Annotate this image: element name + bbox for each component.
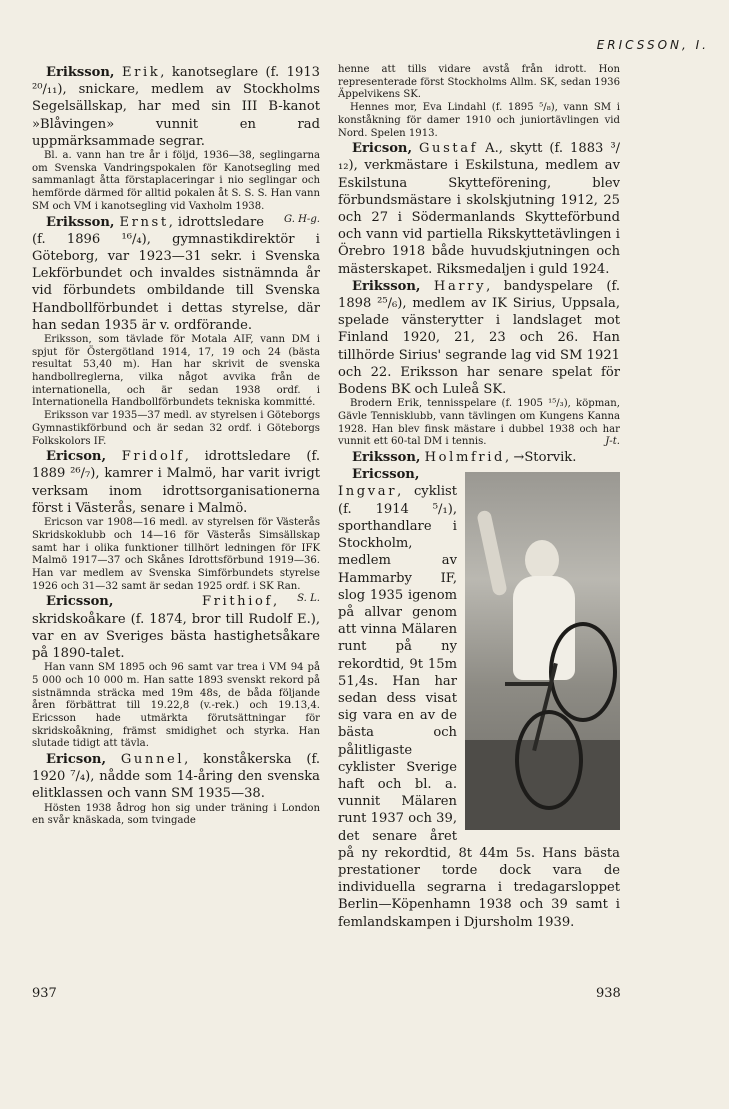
photo-rear-wheel	[515, 710, 583, 810]
right-column	[338, 64, 620, 931]
entry-gustaf-ericson: Ericson, Gustaf A., skytt (f. 1883 ³/₁₂), verkmästare i Eskilstuna, medlem av Eskilstuna Skytteförening, blev förbundsmästare i skolskjutning 1912, 25 och 27 i Södermanlands Skytteförbund och vann vid partiella Rikskyttetävlingen i Örebro 1918 både huvudskjutningen och mästerskapet. Riksmedaljen i guld 1924.	[338, 141, 620, 277]
entry-ingvar-ericsson: Ericsson, Ingvar, cyklist (f. 1914 ⁵/₁), sporthandlare i Stockholm, medlem av Hammarby IF, slog 1935 igenom på allvar genom att vinna Mälaren runt på ny rekordtid, 9t 15m 51,4s. Han har sedan dess visat sig vara en av de bästa och pålitligaste cyklister Sverige haft och bl. a. vunnit Mälaren runt 1937 och 39, det senare året på ny rekordtid, 8t 44m 5s. Hans bästa prestationer torde dock vara de individuella segrarna i tredagarsloppet Berlin—Köpenhamn 1938 och 39 samt i femlandskampen i Djursholm 1939.	[338, 467, 620, 930]
photo-arm	[476, 510, 508, 597]
note-eva-lindahl: Hennes mor, Eva Lindahl (f. 1895 ⁵/₈), vann SM i konståkning för damer 1910 och juniortävlingen vid Nord. Spelen 1913.	[338, 102, 620, 139]
signature: G. H-g.	[283, 213, 320, 225]
running-head: ERICSSON, I.	[596, 38, 709, 52]
entry-frithiof-ericsson: Ericsson, Frithiof, skridskoåkare (f. 1874, bror till Rudolf E.), var en av Sveriges bästa hastighetsåkare på 1890-talet.	[32, 594, 320, 661]
left-column	[32, 64, 320, 828]
signature: J-t.	[605, 436, 620, 448]
photo-handlebar	[505, 682, 551, 686]
page-number-left: 937	[32, 986, 57, 1001]
note-gunnel-continued: henne att tills vidare avstå från idrott. Hon representerade först Stockholms Allm. SK, sedan 1936 Äppelvikens SK.	[338, 64, 620, 101]
entry-ernst-eriksson: Eriksson, Ernst, idrottsledare (f. 1896 ¹⁶/₄), gymnastikdirektör i Göteborg, var 1923—31 sekr. i Svenska Lekförbundet och invaldes sistnämnda år vid förbundets ombildande till Svenska Handbollförbundet i dettas styrelse, där han sedan 1935 är v. ordförande.	[32, 214, 320, 333]
entry-gunnel-ericson: Ericson, Gunnel, konståkerska (f. 1920 ⁷/₄), nådde som 14-åring den svenska elitklassen och vann SM 1935—38.	[32, 752, 320, 802]
cyclist-photo	[465, 472, 620, 830]
entry-harry-eriksson: Eriksson, Harry, bandyspelare (f. 1898 ²⁵/₆), medlem av IK Sirius, Uppsala, spelade vänsterytter i landslaget mot Finland 1920, 21, 23 och 26. Han tillhörde Sirius' segrande lag vid SM 1921 och 22. Eriksson har senare spelat för Bodens BK och Luleå SK.	[338, 278, 620, 398]
entry-fridolf-ericson: Ericson, Fridolf, idrottsledare (f. 1889 ²⁶/₇), kamrer i Malmö, har varit ivrigt verksam inom idrottsorganisationerna först i Västerås, senare i Malmö.	[32, 449, 320, 516]
entry-erik-eriksson: Eriksson, Erik, kanotseglare (f. 1913 ²⁰/₁₁), snickare, medlem av Stockholms Segelsällskap, har med sin III B-kanot »Blåvingen» vunnit en rad uppmärksammade segrar.	[32, 65, 320, 149]
page-number-right: 938	[596, 986, 621, 1001]
photo-front-wheel	[549, 622, 617, 722]
signature: S. L.	[297, 593, 320, 605]
note-ernst-eriksson-2: Eriksson var 1935—37 medl. av styrelsen i Göteborgs Gymnastikförbund och är sedan 32 ordf. i Göteborgs Folkskolors IF.	[32, 410, 320, 447]
note-fridolf-ericson: Ericson var 1908—16 medl. av styrelsen för Västerås Skridskoklubb och 14—16 för Västerås Simsällskap samt har i olika funktioner tillhört ledningen för IFK Malmö 1917—37 och Skånes Idrottsförbund 1919—36. Han var medlem av Svenska Simförbundets styrelse 1926 och 31—32 samt är sedan 1925 ordf. i SK Ran. S. L.	[32, 517, 320, 605]
note-erik-tennis: Brodern Erik, tennisspelare (f. 1905 ¹⁵/₃), köpman, Gävle Tennisklubb, vann tävlingen om Kungens Kanna 1928. Han blev finsk mästare i dubbel 1938 och har vunnit ett 60-tal DM i tennis. J-t.	[338, 398, 620, 448]
entry-holmfrid-eriksson: Eriksson, Holmfrid, →Storvik.	[352, 450, 577, 466]
note-ernst-eriksson-1: Eriksson, som tävlade för Motala AIF, vann DM i spjut för Östergötland 1914, 17, 19 och 24 (bästa resultat 53,40 m). Han har skrivit de svenska handbollreglerna, vilka något avvika från de internationella, och är sedan 1938 ordf. i Internationella Handbollförbundets tekniska kommitté.	[32, 333, 320, 409]
note-gunnel-ericson: Hösten 1938 ådrog hon sig under träning i London en svår knäskada, som tvingade	[32, 802, 320, 827]
note-frithiof-ericsson: Han vann SM 1895 och 96 samt var trea i VM 94 på 5 000 och 10 000 m. Han satte 1893 svenskt rekord på sistnämnda sträcka med 19m 48s, de båda följande åren förbättrat till 19.22,8 (v.-rek.) och 19.13,4. Ericsson hade utmärkta förutsättningar för skridskoåkning, främst smidighet och styrka. Han slutade tidigt att tävla.	[32, 662, 320, 750]
photo-rider-head	[525, 540, 559, 580]
note-erik-eriksson: Bl. a. vann han tre år i följd, 1936—38, seglingarna om Svenska Vandringspokalen för Kanotsegling med sammanlagt åtta förstaplaceringar i nio seglingar och hemförde därmed för alltid pokalen åt S. S. S. Han vann SM och VM i kanotsegling vid Vaxholm 1938. G. H-g.	[32, 150, 320, 225]
